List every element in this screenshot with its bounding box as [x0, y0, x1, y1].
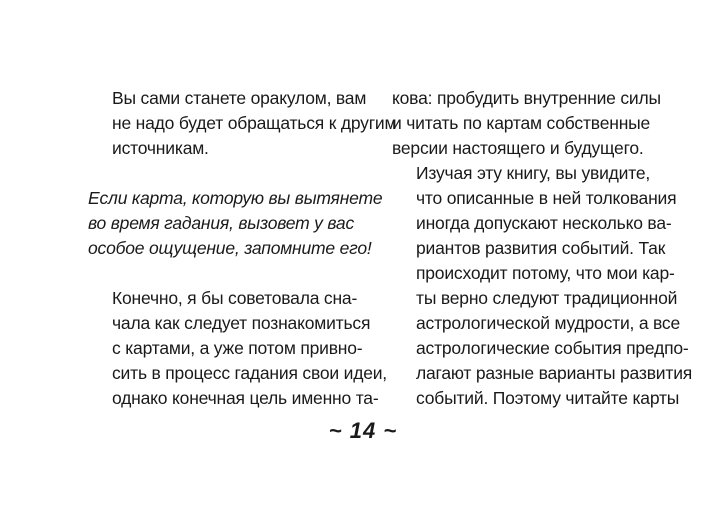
text-line: источникам. — [112, 138, 209, 158]
paragraph-advice — [88, 286, 387, 411]
text-line: особое ощущение, запомните его! — [88, 238, 372, 258]
paragraph-interpretations — [392, 161, 693, 411]
text-line: с картами, а уже потом привно- — [112, 338, 363, 358]
right-text-column — [392, 86, 693, 411]
left-text-column — [88, 86, 397, 411]
text-line: риантов развития событий. Так — [416, 238, 666, 258]
text-line: версии настоящего и будущего. — [392, 138, 644, 158]
text-line: Если карта, которую вы вытянете — [88, 188, 383, 208]
text-line: лагают разные варианты развития — [416, 363, 693, 383]
text-line: чала как следует познакомиться — [112, 313, 371, 333]
text-line: иногда допускают несколько ва- — [416, 213, 672, 233]
text-line: событий. Поэтому читайте карты — [416, 388, 680, 408]
text-line: и читать по картам собственные — [392, 113, 651, 133]
text-line: что описанные в ней толкования — [416, 188, 677, 208]
text-line: во время гадания, вызовет у вас — [88, 213, 355, 233]
text-line: ты верно следуют традиционной — [416, 288, 678, 308]
text-line: не надо будет обращаться к другим — [112, 113, 397, 133]
text-line: кова: пробудить внутренние силы — [392, 88, 661, 108]
page-number: ~ 14 ~ — [328, 418, 398, 443]
text-line: астрологические события предпо- — [416, 338, 689, 358]
text-line: Конечно, я бы советовала сна- — [112, 288, 358, 308]
text-line: происходит потому, что мои кар- — [416, 263, 675, 283]
paragraph-oracle — [88, 86, 397, 161]
paragraph-italic-note — [88, 186, 383, 261]
text-line: сить в процесс гадания свои идеи, — [112, 363, 387, 383]
paragraph-continuation — [392, 86, 670, 161]
text-line: Вы сами станете оракулом, вам — [112, 88, 367, 108]
text-line: Изучая эту книгу, вы увидите, — [416, 163, 651, 183]
text-line: однако конечная цель именно та- — [112, 388, 379, 408]
text-line: астрологической мудрости, а все — [416, 313, 681, 333]
